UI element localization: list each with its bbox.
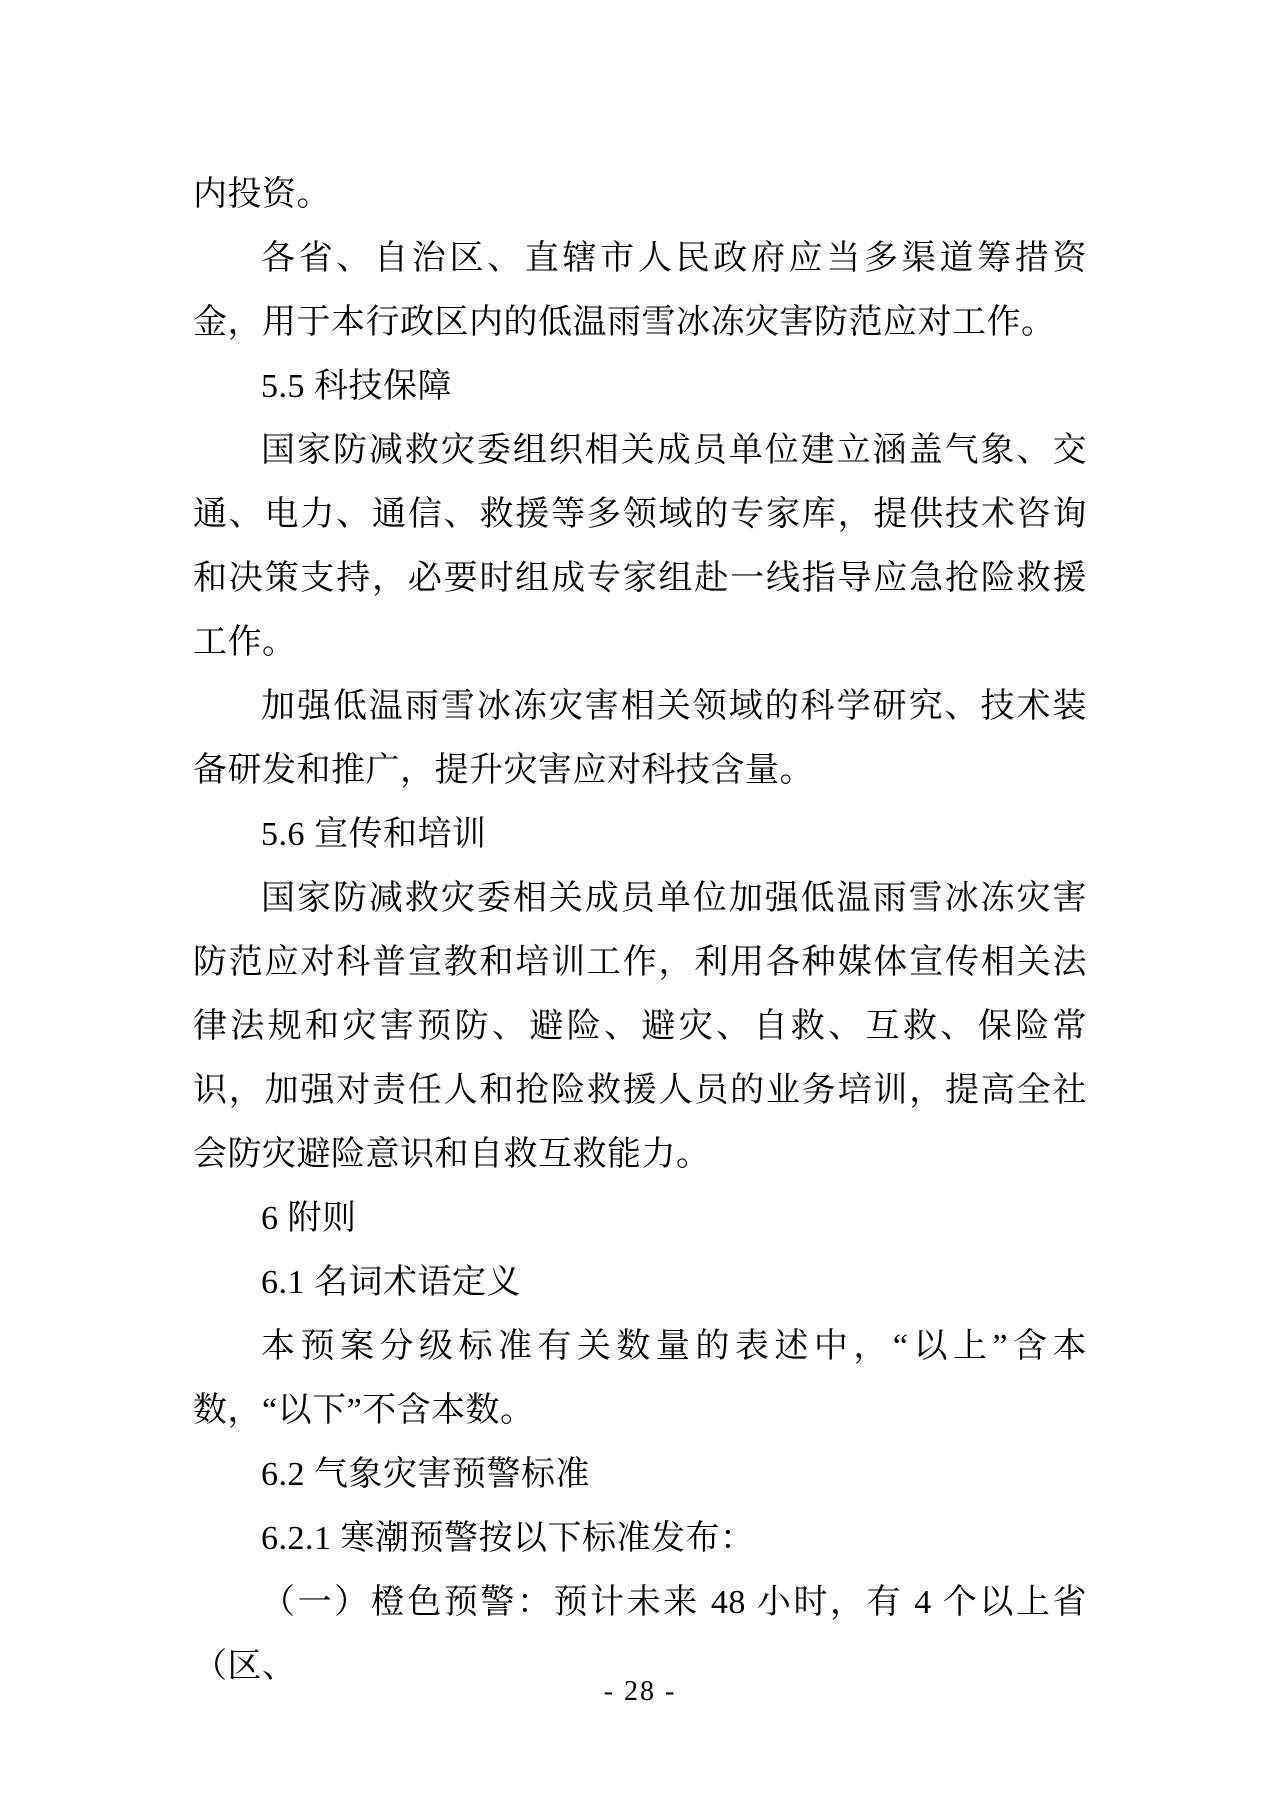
- section-heading-6-2: 6.2 气象灾害预警标准: [261, 1456, 590, 1493]
- paragraph: 国家防减救灾委组织相关成员单位建立涵盖气象、交通、电力、通信、救援等多领域的专家库，提供技术咨询和决策支持，必要时组成专家组赴一线指导应急抢险救援工作。: [193, 432, 1087, 661]
- paragraph-continuation: 内投资。: [193, 176, 331, 213]
- paragraph: 本预案分级标准有关数量的表述中，“以上”含本数，“以下”不含本数。: [193, 1328, 1087, 1429]
- section-heading-6-1: 6.1 名词术语定义: [261, 1264, 521, 1301]
- document-body: [193, 163, 1087, 1699]
- section-heading-6: 6 附则: [261, 1200, 357, 1237]
- page-number: - 28 -: [603, 1676, 677, 1707]
- paragraph: 加强低温雨雪冰冻灾害相关领域的科学研究、技术装备研发和推广，提升灾害应对科技含量。: [193, 688, 1087, 789]
- paragraph: 各省、自治区、直辖市人民政府应当多渠道筹措资金，用于本行政区内的低温雨雪冰冻灾害防范应对工作。: [193, 240, 1087, 341]
- section-heading-5-6: 5.6 宣传和培训: [261, 816, 487, 853]
- paragraph: 国家防减救灾委相关成员单位加强低温雨雪冰冻灾害防范应对科普宣教和培训工作，利用各种媒体宣传相关法律法规和灾害预防、避险、避灾、自救、互救、保险常识，加强对责任人和抢险救援人员的业务培训，提高全社会防灾避险意识和自救互救能力。: [193, 880, 1087, 1173]
- section-heading-5-5: 5.5 科技保障: [261, 368, 452, 405]
- section-heading-6-2-1: 6.2.1 寒潮预警按以下标准发布：: [261, 1520, 755, 1557]
- paragraph: （一）橙色预警：预计未来 48 小时，有 4 个以上省（区、: [193, 1584, 1087, 1685]
